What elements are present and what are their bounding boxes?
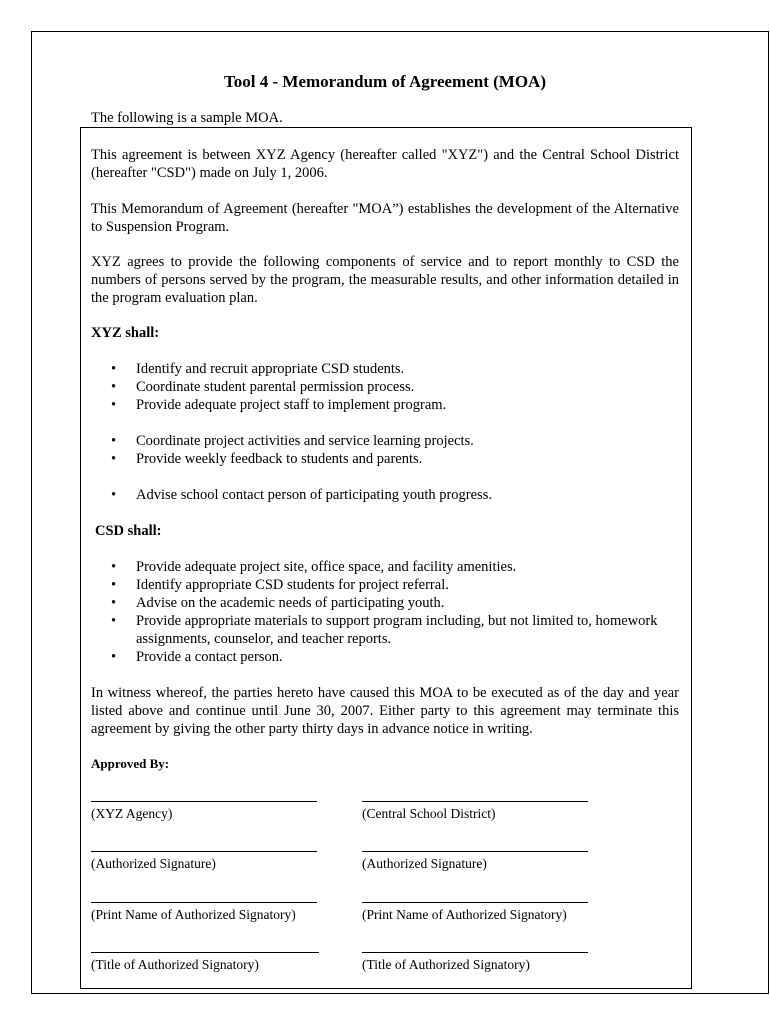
signature-line xyxy=(362,952,588,953)
intro-text: The following is a sample MOA. xyxy=(91,110,283,126)
document-title: Tool 4 - Memorandum of Agreement (MOA) xyxy=(223,72,546,91)
list-spacer xyxy=(91,414,679,432)
bullet-icon: • xyxy=(111,595,117,611)
list-item: • Provide adequate project staff to implement program. xyxy=(111,397,447,413)
paragraph-witness: In witness whereof, the parties hereto have caused this MOA to be executed as of the day and year listed above and continue until June 30, 2007. Either party to this agreement may terminate this agreement by giving the other party thirty days in advance notice in writing. xyxy=(91,685,679,737)
bullet-icon: • xyxy=(111,577,117,593)
bullet-icon: • xyxy=(111,613,117,629)
list-item: • Provide appropriate materials to support program including, but not limited to, homework assignments, counselor, and teacher reports. xyxy=(111,613,658,647)
signature-line xyxy=(362,902,588,903)
signature-line xyxy=(362,851,588,852)
signature-caption: (Title of Authorized Signatory) xyxy=(91,957,259,972)
list-item: • Advise on the academic needs of participating youth. xyxy=(111,595,445,611)
paragraph-parties: This agreement is between XYZ Agency (hereafter called "XYZ") and the Central School District (hereafter "CSD") made on July 1, 2006. xyxy=(91,147,679,181)
paragraph-purpose: This Memorandum of Agreement (hereafter "MOA”) establishes the development of the Alternative to Suspension Program. xyxy=(91,201,679,235)
signature-caption: (Print Name of Authorized Signatory) xyxy=(362,907,567,922)
csd-duties-list xyxy=(91,558,679,666)
signature-line xyxy=(91,851,317,852)
list-spacer xyxy=(91,468,679,486)
bullet-icon: • xyxy=(111,433,117,449)
signature-caption: (Title of Authorized Signatory) xyxy=(362,957,530,972)
xyz-heading: XYZ shall: xyxy=(91,325,160,341)
list-item: • Provide a contact person. xyxy=(111,649,283,665)
paragraph-services: XYZ agrees to provide the following components of service and to report monthly to CSD the numbers of persons served by the program, the measurable results, and other information detailed in the program evaluation plan. xyxy=(91,254,679,306)
list-item: • Coordinate student parental permission process. xyxy=(111,379,415,395)
signature-line xyxy=(91,801,317,802)
csd-heading: CSD shall: xyxy=(95,523,162,539)
bullet-icon: • xyxy=(111,487,117,503)
approved-by-label: Approved By: xyxy=(91,756,170,771)
bullet-icon: • xyxy=(111,559,117,575)
bullet-icon: • xyxy=(111,451,117,467)
bullet-icon: • xyxy=(111,397,117,413)
signature-line xyxy=(362,801,588,802)
list-item: • Identify appropriate CSD students for project referral. xyxy=(111,577,449,593)
bullet-icon: • xyxy=(111,379,117,395)
bullet-icon: • xyxy=(111,649,117,665)
signature-caption: (Authorized Signature) xyxy=(362,856,487,871)
signature-line xyxy=(91,902,317,903)
signature-caption: (Print Name of Authorized Signatory) xyxy=(91,907,296,922)
signature-line xyxy=(91,952,319,953)
list-item: • Provide weekly feedback to students and parents. xyxy=(111,451,423,467)
signature-caption: (XYZ Agency) xyxy=(91,806,173,821)
list-item: • Provide adequate project site, office space, and facility amenities. xyxy=(111,559,517,575)
list-item: • Advise school contact person of participating youth progress. xyxy=(111,487,492,503)
list-item: • Identify and recruit appropriate CSD students. xyxy=(111,361,405,377)
bullet-icon: • xyxy=(111,361,117,377)
signature-caption: (Central School District) xyxy=(362,806,496,821)
xyz-duties-list xyxy=(91,360,679,504)
list-item: • Coordinate project activities and service learning projects. xyxy=(111,433,474,449)
signature-caption: (Authorized Signature) xyxy=(91,856,216,871)
